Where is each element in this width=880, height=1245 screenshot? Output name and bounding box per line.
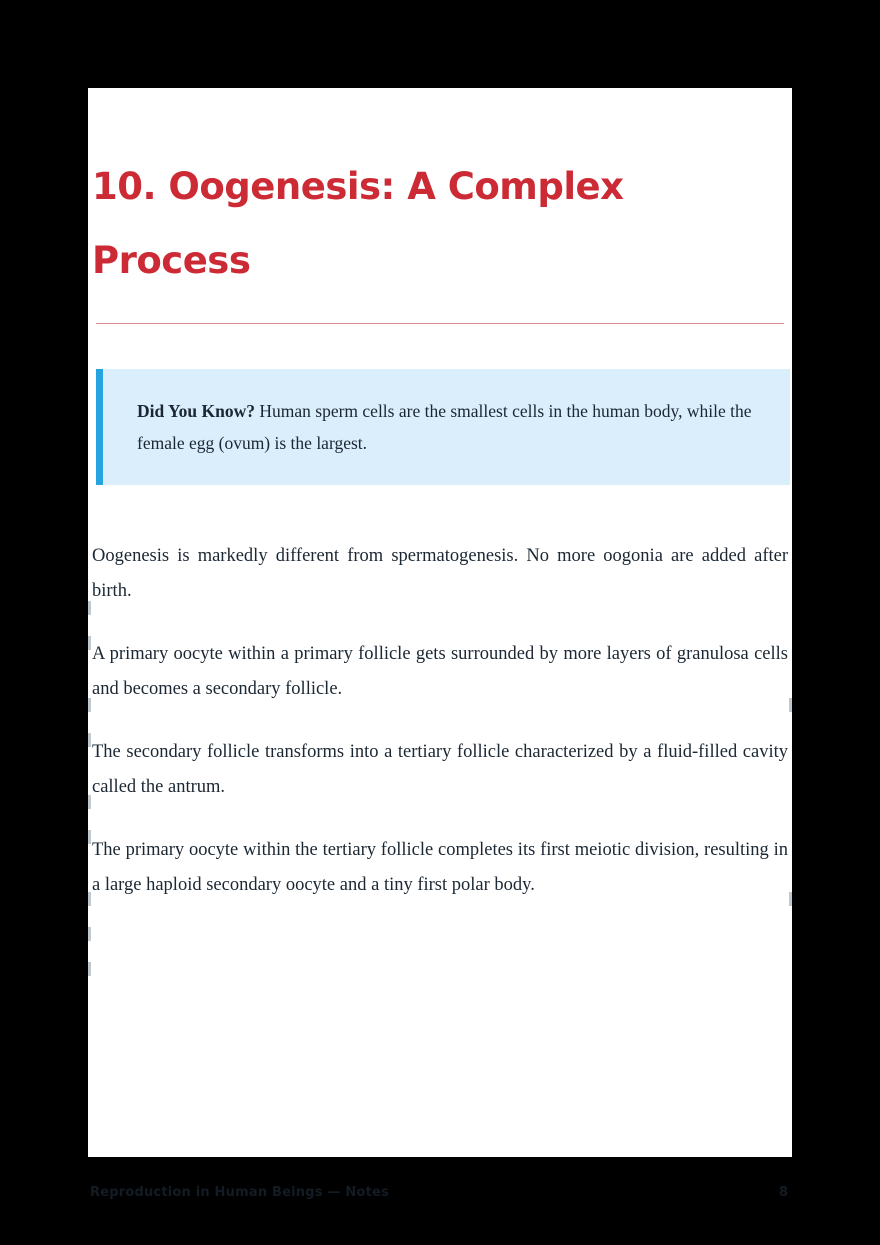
edge-artifact bbox=[88, 962, 91, 976]
paragraph: Oogenesis is markedly different from spermatogenesis. No more oogonia are added after birth. bbox=[92, 546, 788, 601]
paragraph: The primary oocyte within the tertiary follicle completes its first meiotic division, resulting in a large haploid secondary oocyte and a tiny first polar body. bbox=[92, 840, 788, 895]
title-divider bbox=[96, 323, 784, 324]
body-paragraphs bbox=[92, 539, 788, 902]
callout-text bbox=[137, 395, 756, 459]
edge-artifact bbox=[88, 927, 91, 941]
footer-page-number: 8 bbox=[778, 1185, 788, 1200]
did-you-know-callout bbox=[96, 369, 790, 485]
page-content bbox=[88, 88, 792, 902]
page-footer bbox=[88, 1157, 792, 1245]
document-page bbox=[88, 88, 792, 1157]
callout-label: Did You Know? bbox=[137, 401, 255, 421]
paragraph: A primary oocyte within a primary follicle gets surrounded by more layers of granulosa cells and becomes a secondary follicle. bbox=[92, 644, 788, 699]
callout-body: Human sperm cells are the smallest cells in the human body, while the female egg (ovum) is the largest. bbox=[137, 401, 752, 453]
paragraph: The secondary follicle transforms into a tertiary follicle characterized by a fluid-filled cavity called the antrum. bbox=[92, 742, 788, 797]
page-title: 10. Oogenesis: A Complex Process bbox=[92, 165, 624, 282]
footer-title: Reproduction in Human Beings — Notes bbox=[90, 1185, 389, 1200]
